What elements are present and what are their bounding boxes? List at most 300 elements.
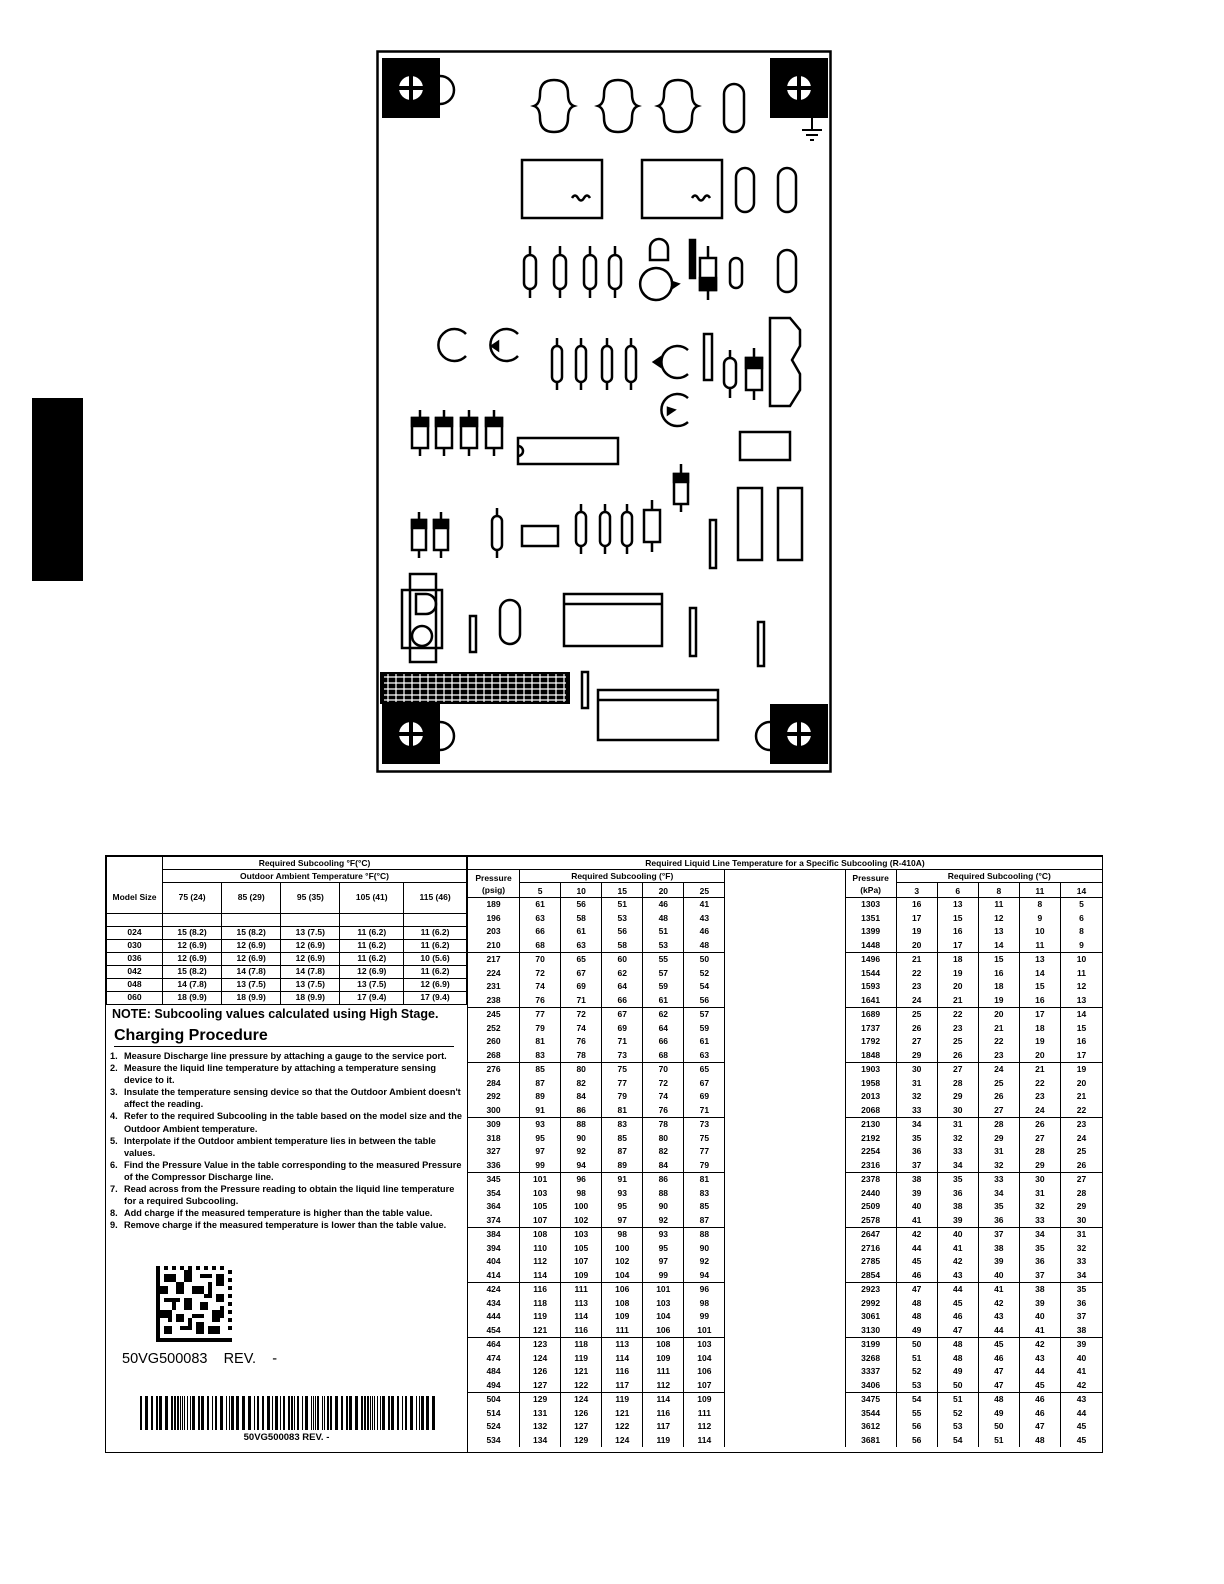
temp-cell: 103 [520,1187,561,1201]
temp-cell: 86 [643,1173,684,1187]
temp-cell: 23 [1019,1090,1060,1104]
temp-cell: 121 [520,1324,561,1338]
temp-cell: 81 [602,1104,643,1118]
temp-cell: 69 [684,1090,725,1104]
pressure-cell: 1641 [845,994,896,1008]
gap-cell [725,1090,845,1104]
pressure-cell: 414 [468,1269,520,1283]
pressure-cell: 300 [468,1104,520,1118]
table-row [468,1338,1103,1352]
pressure-cell: 1496 [845,953,896,967]
table-row [468,1022,1103,1036]
gap-cell [725,1214,845,1228]
pressure-cell: 238 [468,994,520,1008]
temp-cell: 92 [561,1145,602,1159]
temp-cell: 122 [561,1379,602,1393]
temp-cell: 27 [1019,1132,1060,1146]
temp-cell: 40 [937,1228,978,1242]
temp-cell: 132 [520,1420,561,1434]
temp-cell: 69 [602,1022,643,1036]
gap-cell [725,925,845,939]
temp-cell: 87 [520,1077,561,1091]
temp-cell: 11 [1019,939,1060,953]
gap-cell [725,1324,845,1338]
charging-steps [110,1050,466,1231]
temp-cell: 118 [561,1338,602,1352]
temp-cell: 109 [602,1310,643,1324]
gap-cell [725,953,845,967]
pressure-cell: 245 [468,1008,520,1022]
temp-cell: 116 [602,1365,643,1379]
gap-cell [725,1104,845,1118]
temp-cell: 41 [896,1214,937,1228]
section-tab [32,398,83,581]
temp-cell: 68 [520,939,561,953]
temp-cell: 48 [978,1393,1019,1407]
temp-cell: 71 [684,1104,725,1118]
table-row [468,1255,1103,1269]
gap-cell [725,1132,845,1146]
col-header: 105 (41) [340,883,404,914]
temp-cell: 127 [561,1420,602,1434]
pressure-cell: 292 [468,1090,520,1104]
temp-cell: 84 [561,1090,602,1104]
temp-cell: 47 [1019,1420,1060,1434]
temp-cell: 51 [602,898,643,912]
temp-cell: 64 [602,980,643,994]
temp-cell: 29 [1019,1159,1060,1173]
table-row [468,1283,1103,1297]
pressure-table-title: Required Liquid Line Temperature for a Specific Subcooling (R-410A) [468,857,1103,870]
temp-cell: 129 [520,1393,561,1407]
temp-cell: 46 [684,925,725,939]
temp-cell: 50 [684,953,725,967]
temp-cell: 32 [978,1159,1019,1173]
pressure-cell: 217 [468,953,520,967]
ambient-title: Outdoor Ambient Temperature °F(°C) [163,870,467,883]
temp-cell: 95 [520,1132,561,1146]
temp-cell: 111 [602,1324,643,1338]
temp-cell: 41 [684,898,725,912]
temp-cell: 116 [561,1324,602,1338]
temp-cell: 28 [1060,1187,1102,1201]
subcooling-table [106,856,467,1005]
temp-cell: 16 [978,967,1019,981]
temp-cell: 121 [602,1407,643,1421]
temp-cell: 66 [643,1035,684,1049]
pressure-cell: 444 [468,1310,520,1324]
temp-cell: 48 [896,1297,937,1311]
temp-cell: 52 [684,967,725,981]
pressure-cell: 1448 [845,939,896,953]
temp-cell: 126 [520,1365,561,1379]
temp-cell: 29 [896,1049,937,1063]
c-col-header: 11 [1019,883,1060,898]
temp-cell: 45 [978,1338,1019,1352]
temp-cell: 39 [937,1214,978,1228]
temp-cell: 51 [978,1434,1019,1448]
table-row [468,1049,1103,1063]
temp-cell: 34 [978,1187,1019,1201]
temp-cell: 59 [684,1022,725,1036]
temp-cell: 30 [1060,1214,1102,1228]
temp-cell: 22 [1019,1077,1060,1091]
pressure-cell: 276 [468,1063,520,1077]
temp-cell: 24 [1060,1132,1102,1146]
temp-cell: 44 [1019,1365,1060,1379]
temp-cell: 107 [561,1255,602,1269]
temp-cell: 81 [684,1173,725,1187]
table-row [468,1420,1103,1434]
table-row [468,1132,1103,1146]
temp-cell: 79 [684,1159,725,1173]
temp-cell: 15 [1060,1022,1102,1036]
temp-cell: 91 [602,1173,643,1187]
temp-cell: 109 [561,1269,602,1283]
pressure-cell: 196 [468,912,520,926]
temp-cell: 93 [520,1118,561,1132]
temp-cell: 42 [1019,1338,1060,1352]
temp-cell: 117 [643,1420,684,1434]
temp-cell: 20 [937,980,978,994]
temp-cell: 76 [520,994,561,1008]
temp-cell: 124 [520,1352,561,1366]
temp-cell: 96 [561,1173,602,1187]
gap-cell [725,1420,845,1434]
pressure-cell: 203 [468,925,520,939]
temp-cell: 17 [1019,1008,1060,1022]
temp-cell: 26 [1060,1159,1102,1173]
temp-cell: 17 [1060,1049,1102,1063]
table-row: 030 12 (6.9) 12 (6.9) 12 (6.9) 11 (6.2) 11 (6.2) [107,939,467,952]
table-row [468,1173,1103,1187]
temp-cell: 46 [896,1269,937,1283]
temp-cell: 104 [602,1269,643,1283]
temp-cell: 44 [978,1324,1019,1338]
table-row [468,1187,1103,1201]
temp-cell: 25 [937,1035,978,1049]
f-col-header: 20 [643,883,684,898]
temp-cell: 105 [520,1200,561,1214]
temp-cell: 121 [561,1365,602,1379]
temp-cell: 65 [561,953,602,967]
pressure-cell: 260 [468,1035,520,1049]
temp-cell: 58 [602,939,643,953]
temp-cell: 39 [1019,1297,1060,1311]
pressure-cell: 2992 [845,1297,896,1311]
temp-cell: 21 [1060,1090,1102,1104]
pressure-cell: 2716 [845,1242,896,1256]
temp-cell: 35 [896,1132,937,1146]
temp-cell: 60 [602,953,643,967]
gap-cell [725,1022,845,1036]
gap-cell [725,1200,845,1214]
temp-cell: 15 [1019,980,1060,994]
gap-cell [725,1434,845,1448]
temp-cell: 40 [896,1200,937,1214]
table-row [468,1393,1103,1407]
barcode-icon [140,1396,438,1430]
temp-cell: 50 [978,1420,1019,1434]
temp-cell: 86 [561,1104,602,1118]
f-col-header: 15 [602,883,643,898]
temp-cell: 89 [602,1159,643,1173]
list-item: 6. Find the Pressure Value in the table corresponding to the measured Pressure of the Compressor Discharge line. [110,1159,462,1182]
temp-cell: 113 [561,1297,602,1311]
pressure-cell: 2578 [845,1214,896,1228]
temp-cell: 85 [520,1063,561,1077]
table-row [468,1159,1103,1173]
temp-cell: 97 [520,1145,561,1159]
temp-cell: 46 [978,1352,1019,1366]
table-row [468,1352,1103,1366]
pressure-cell: 2923 [845,1283,896,1297]
pressure-cell: 2130 [845,1118,896,1132]
temp-cell: 112 [684,1420,725,1434]
list-item: 5. Interpolate if the Outdoor ambient temperature lies in between the table values. [110,1135,436,1158]
temp-cell: 102 [561,1214,602,1228]
temp-cell: 30 [896,1063,937,1077]
temp-cell: 72 [520,967,561,981]
table-row [468,1008,1103,1022]
temp-cell: 26 [1019,1118,1060,1132]
temp-cell: 9 [1019,912,1060,926]
pressure-cell: 327 [468,1145,520,1159]
temp-cell: 37 [978,1228,1019,1242]
temp-cell: 112 [520,1255,561,1269]
temp-cell: 35 [978,1200,1019,1214]
temp-cell: 51 [937,1393,978,1407]
c-col-header: 14 [1060,883,1102,898]
temp-cell: 111 [684,1407,725,1421]
table-row [468,1063,1103,1077]
temp-cell: 73 [602,1049,643,1063]
temp-cell: 76 [643,1104,684,1118]
temp-cell: 98 [684,1297,725,1311]
temp-cell: 61 [643,994,684,1008]
gap-cell [725,1008,845,1022]
temp-cell: 32 [896,1090,937,1104]
gap-cell [725,898,845,912]
temp-cell: 21 [896,953,937,967]
temp-cell: 56 [561,898,602,912]
temp-cell: 124 [602,1434,643,1448]
note-text: NOTE: Subcooling values calculated using High Stage. [112,1007,439,1021]
temp-cell: 34 [1060,1269,1102,1283]
gap-cell [725,1338,845,1352]
temp-cell: 103 [561,1228,602,1242]
temp-cell: 47 [978,1379,1019,1393]
temp-cell: 37 [896,1159,937,1173]
temp-cell: 92 [684,1255,725,1269]
temp-cell: 64 [643,1022,684,1036]
list-item: 3. Insulate the temperature sensing device so that the Outdoor Ambient doesn't affect the reading. [110,1087,461,1110]
gap-cell [725,1283,845,1297]
temp-cell: 11 [1060,967,1102,981]
temp-cell: 27 [937,1063,978,1077]
temp-cell: 131 [520,1407,561,1421]
table-row [468,1297,1103,1311]
temp-cell: 41 [1060,1365,1102,1379]
temp-cell: 31 [1060,1228,1102,1242]
gap-cell [725,1159,845,1173]
temp-cell: 38 [978,1242,1019,1256]
temp-cell: 36 [978,1214,1019,1228]
pressure-cell: 1399 [845,925,896,939]
pressure-panel [467,856,1103,1452]
pressure-cell: 3061 [845,1310,896,1324]
f-subcooling-title: Required Subcooling (°F) [520,870,725,883]
pressure-cell: 3612 [845,1420,896,1434]
temp-cell: 87 [684,1214,725,1228]
temp-cell: 47 [978,1365,1019,1379]
temp-cell: 25 [896,1008,937,1022]
list-item: 2. Measure the liquid line temperature by attaching a temperature sensing device to it. [110,1063,436,1086]
temp-cell: 31 [1019,1187,1060,1201]
pressure-cell: 1593 [845,980,896,994]
pressure-cell: 3406 [845,1379,896,1393]
kpa-header: Pressure (kPa) [845,870,896,898]
table-row [468,1214,1103,1228]
temp-cell: 129 [561,1434,602,1448]
temp-cell: 114 [561,1310,602,1324]
pressure-cell: 1958 [845,1077,896,1091]
temp-cell: 48 [643,912,684,926]
pressure-cell: 374 [468,1214,520,1228]
table-row [468,925,1103,939]
table-row: 024 15 (8.2) 15 (8.2) 13 (7.5) 11 (6.2) 11 (6.2) [107,926,467,939]
temp-cell: 38 [896,1173,937,1187]
temp-cell: 29 [1060,1200,1102,1214]
gap-cell [725,1242,845,1256]
pressure-cell: 2647 [845,1228,896,1242]
temp-cell: 44 [1060,1407,1102,1421]
temp-cell: 27 [896,1035,937,1049]
temp-cell: 22 [978,1035,1019,1049]
temp-cell: 119 [602,1393,643,1407]
temp-cell: 54 [937,1434,978,1448]
col-header: 115 (46) [404,883,467,914]
temp-cell: 93 [643,1228,684,1242]
pressure-cell: 434 [468,1297,520,1311]
temp-cell: 28 [1019,1145,1060,1159]
psig-header: Pressure (psig) [468,870,520,898]
temp-cell: 17 [937,939,978,953]
c-col-header: 8 [978,883,1019,898]
temp-cell: 80 [561,1063,602,1077]
temp-cell: 57 [643,967,684,981]
temp-cell: 47 [896,1283,937,1297]
temp-cell: 19 [978,994,1019,1008]
pressure-table [467,856,1103,1447]
temp-cell: 51 [896,1352,937,1366]
gap-cell [725,1187,845,1201]
pressure-cell: 309 [468,1118,520,1132]
temp-cell: 42 [978,1297,1019,1311]
temp-cell: 70 [643,1063,684,1077]
temp-cell: 74 [520,980,561,994]
temp-cell: 83 [602,1118,643,1132]
temp-cell: 10 [1019,925,1060,939]
temp-cell: 36 [896,1145,937,1159]
temp-cell: 55 [896,1407,937,1421]
temp-cell: 43 [978,1310,1019,1324]
temp-cell: 74 [561,1022,602,1036]
barcode-label: 50VG500083 REV. - [243,1432,330,1443]
subcooling-title: Required Subcooling °F(°C) [163,857,467,870]
temp-cell: 39 [896,1187,937,1201]
temp-cell: 114 [684,1434,725,1448]
temp-cell: 48 [684,939,725,953]
temp-cell: 38 [1060,1324,1102,1338]
temp-cell: 42 [937,1255,978,1269]
temp-cell: 29 [937,1090,978,1104]
pressure-cell: 1303 [845,898,896,912]
temp-cell: 45 [1060,1434,1102,1448]
pressure-cell: 318 [468,1132,520,1146]
temp-cell: 16 [1060,1035,1102,1049]
temp-cell: 42 [896,1228,937,1242]
temp-cell: 55 [643,953,684,967]
list-item: 4. Refer to the required Subcooling in the table based on the model size and the Outdoor Ambient temperature. [110,1111,462,1134]
temp-cell: 107 [684,1379,725,1393]
temp-cell: 119 [561,1352,602,1366]
pressure-cell: 494 [468,1379,520,1393]
temp-cell: 26 [896,1022,937,1036]
temp-cell: 101 [520,1173,561,1187]
temp-cell: 83 [520,1049,561,1063]
pressure-cell: 2192 [845,1132,896,1146]
pressure-cell: 3681 [845,1434,896,1448]
temp-cell: 48 [937,1338,978,1352]
temp-cell: 33 [978,1173,1019,1187]
temp-cell: 30 [937,1104,978,1118]
temp-cell: 110 [520,1242,561,1256]
temp-cell: 65 [684,1063,725,1077]
temp-cell: 71 [602,1035,643,1049]
temp-cell: 66 [602,994,643,1008]
gap-cell [725,1035,845,1049]
gap-cell [725,1077,845,1091]
part-number: 50VG500083 REV. - [122,1351,278,1367]
temp-cell: 105 [561,1242,602,1256]
temp-cell: 22 [896,967,937,981]
temp-cell: 13 [978,925,1019,939]
pressure-cell: 474 [468,1352,520,1366]
temp-cell: 82 [561,1077,602,1091]
temp-cell: 26 [978,1090,1019,1104]
gap-cell [725,1269,845,1283]
temp-cell: 38 [937,1200,978,1214]
gap-cell [725,1352,845,1366]
temp-cell: 82 [643,1145,684,1159]
temp-cell: 32 [1019,1200,1060,1214]
temp-cell: 61 [520,898,561,912]
gap-cell [725,939,845,953]
temp-cell: 87 [602,1145,643,1159]
temp-cell: 25 [978,1077,1019,1091]
table-row [468,1365,1103,1379]
gap-cell [725,1310,845,1324]
temp-cell: 32 [1060,1242,1102,1256]
pressure-cell: 364 [468,1200,520,1214]
temp-cell: 119 [520,1310,561,1324]
list-item: 8. Add charge if the measured temperature is higher than the table value. [110,1208,433,1219]
temp-cell: 18 [937,953,978,967]
pressure-cell: 1848 [845,1049,896,1063]
temp-cell: 20 [1019,1049,1060,1063]
temp-cell: 102 [602,1255,643,1269]
